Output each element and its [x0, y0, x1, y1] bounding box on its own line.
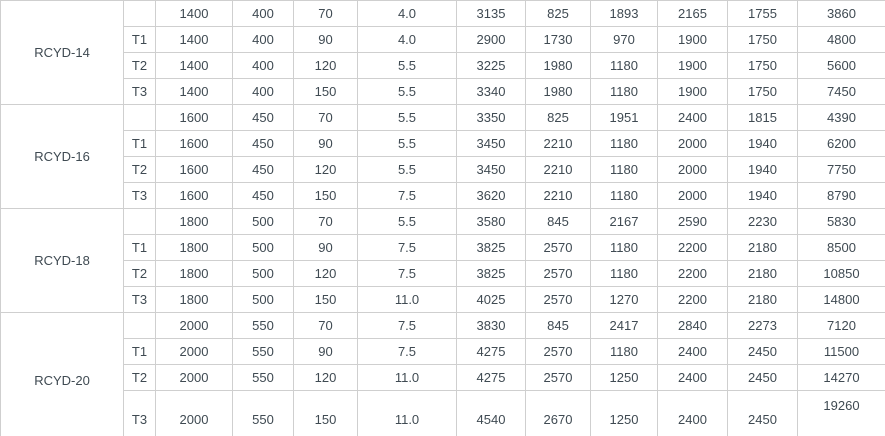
value-cell: 1600: [156, 131, 233, 157]
model-cell: RCYD-16: [1, 105, 124, 209]
table-row: [1, 365, 885, 391]
value-cell: 400: [233, 27, 294, 53]
value-cell: 19260: [798, 391, 885, 436]
value-cell: 2400: [658, 365, 728, 391]
value-cell: 3225: [457, 53, 526, 79]
value-cell: 8790: [798, 183, 885, 209]
value-cell: 5.5: [358, 157, 457, 183]
value-cell: 1900: [658, 27, 728, 53]
value-cell: 3135: [457, 1, 526, 27]
table-row: [1, 1, 885, 27]
table-row: [1, 209, 885, 235]
table-row: [1, 157, 885, 183]
value-cell: 7.5: [358, 261, 457, 287]
value-cell: 2200: [658, 235, 728, 261]
value-cell: 2180: [728, 261, 798, 287]
value-cell: 3450: [457, 157, 526, 183]
value-cell: 1400: [156, 27, 233, 53]
variant-cell: T1: [124, 235, 156, 261]
value-cell: 1180: [591, 235, 658, 261]
value-cell: 2840: [658, 313, 728, 339]
value-cell: 2000: [156, 391, 233, 436]
value-cell: 845: [526, 313, 591, 339]
value-cell: 70: [294, 105, 358, 131]
value-cell: 1400: [156, 53, 233, 79]
value-cell: 2200: [658, 287, 728, 313]
variant-cell: T3: [124, 183, 156, 209]
value-cell: 5600: [798, 53, 885, 79]
value-cell: 4800: [798, 27, 885, 53]
variant-cell: T2: [124, 53, 156, 79]
value-cell: 1980: [526, 79, 591, 105]
value-cell: 14270: [798, 365, 885, 391]
value-cell: 2570: [526, 261, 591, 287]
value-cell: 2000: [156, 313, 233, 339]
value-cell: 7.5: [358, 339, 457, 365]
value-cell: 11500: [798, 339, 885, 365]
value-cell: 2670: [526, 391, 591, 436]
value-cell: 2000: [658, 157, 728, 183]
value-cell: 4390: [798, 105, 885, 131]
value-cell: 1755: [728, 1, 798, 27]
value-cell: 10850: [798, 261, 885, 287]
value-cell: 2210: [526, 157, 591, 183]
variant-cell: T3: [124, 79, 156, 105]
variant-cell: T1: [124, 27, 156, 53]
model-cell: RCYD-14: [1, 1, 124, 105]
value-cell: 845: [526, 209, 591, 235]
value-cell: 90: [294, 339, 358, 365]
value-cell: 120: [294, 261, 358, 287]
value-cell: 2400: [658, 391, 728, 436]
value-cell: 2450: [728, 365, 798, 391]
value-cell: 120: [294, 365, 358, 391]
value-cell: 90: [294, 131, 358, 157]
value-cell: 3825: [457, 261, 526, 287]
value-cell: 1180: [591, 53, 658, 79]
value-cell: 1180: [591, 79, 658, 105]
value-cell: 450: [233, 183, 294, 209]
value-cell: 1750: [728, 27, 798, 53]
value-cell: 7.5: [358, 235, 457, 261]
value-cell: 2167: [591, 209, 658, 235]
value-cell: 2450: [728, 339, 798, 365]
value-cell: 1800: [156, 287, 233, 313]
variant-cell: T2: [124, 261, 156, 287]
value-cell: 1180: [591, 261, 658, 287]
value-cell: 3450: [457, 131, 526, 157]
value-cell: 7.5: [358, 313, 457, 339]
value-cell: 2230: [728, 209, 798, 235]
value-cell: 1815: [728, 105, 798, 131]
value-cell: 400: [233, 53, 294, 79]
value-cell: 150: [294, 287, 358, 313]
value-cell: 1800: [156, 261, 233, 287]
value-cell: 500: [233, 209, 294, 235]
value-cell: 2900: [457, 27, 526, 53]
spec-table-body: [1, 1, 885, 436]
value-cell: 500: [233, 287, 294, 313]
value-cell: 1940: [728, 157, 798, 183]
value-cell: 2417: [591, 313, 658, 339]
model-cell: RCYD-20: [1, 313, 124, 436]
value-cell: 2210: [526, 183, 591, 209]
value-cell: 1730: [526, 27, 591, 53]
value-cell: 3825: [457, 235, 526, 261]
value-cell: 1980: [526, 53, 591, 79]
value-cell: 2000: [658, 183, 728, 209]
value-cell: 4275: [457, 365, 526, 391]
value-cell: 1900: [658, 79, 728, 105]
value-cell: 70: [294, 1, 358, 27]
value-cell: 2000: [156, 339, 233, 365]
variant-cell: T1: [124, 339, 156, 365]
variant-cell: [124, 313, 156, 339]
value-cell: 150: [294, 183, 358, 209]
value-cell: 11.0: [358, 287, 457, 313]
value-cell: 150: [294, 79, 358, 105]
value-cell: 1400: [156, 79, 233, 105]
value-cell: 1250: [591, 365, 658, 391]
variant-cell: T3: [124, 287, 156, 313]
value-cell: 970: [591, 27, 658, 53]
value-cell: 2000: [658, 131, 728, 157]
table-row: [1, 339, 885, 365]
value-cell: 1400: [156, 1, 233, 27]
value-cell: 550: [233, 339, 294, 365]
variant-cell: T3: [124, 391, 156, 436]
value-cell: 1600: [156, 183, 233, 209]
value-cell: 1940: [728, 131, 798, 157]
value-cell: 1800: [156, 235, 233, 261]
value-cell: 1180: [591, 339, 658, 365]
variant-cell: T1: [124, 131, 156, 157]
value-cell: 550: [233, 391, 294, 436]
value-cell: 2450: [728, 391, 798, 436]
value-cell: 450: [233, 105, 294, 131]
value-cell: 500: [233, 261, 294, 287]
value-cell: 2000: [156, 365, 233, 391]
value-cell: 14800: [798, 287, 885, 313]
table-row: [1, 235, 885, 261]
value-cell: 2273: [728, 313, 798, 339]
value-cell: 5.5: [358, 209, 457, 235]
value-cell: 150: [294, 391, 358, 436]
value-cell: 5830: [798, 209, 885, 235]
value-cell: 2400: [658, 105, 728, 131]
value-cell: 5.5: [358, 105, 457, 131]
value-cell: 1750: [728, 53, 798, 79]
value-cell: 3860: [798, 1, 885, 27]
value-cell: 3350: [457, 105, 526, 131]
value-cell: 2570: [526, 339, 591, 365]
value-cell: 8500: [798, 235, 885, 261]
value-cell: 825: [526, 1, 591, 27]
table-row: [1, 287, 885, 313]
value-cell: 1180: [591, 131, 658, 157]
value-cell: 2570: [526, 287, 591, 313]
value-cell: 1180: [591, 157, 658, 183]
value-cell: 500: [233, 235, 294, 261]
value-cell: 1940: [728, 183, 798, 209]
value-cell: 1600: [156, 105, 233, 131]
value-cell: 3340: [457, 79, 526, 105]
table-row: [1, 79, 885, 105]
value-cell: 70: [294, 313, 358, 339]
variant-cell: T2: [124, 365, 156, 391]
value-cell: 1900: [658, 53, 728, 79]
value-cell: 7120: [798, 313, 885, 339]
table-row: [1, 105, 885, 131]
value-cell: 2180: [728, 287, 798, 313]
value-cell: 450: [233, 131, 294, 157]
value-cell: 7450: [798, 79, 885, 105]
value-cell: 90: [294, 27, 358, 53]
value-cell: 7750: [798, 157, 885, 183]
value-cell: 825: [526, 105, 591, 131]
value-cell: 3830: [457, 313, 526, 339]
value-cell: 90: [294, 235, 358, 261]
value-cell: 70: [294, 209, 358, 235]
value-cell: 2210: [526, 131, 591, 157]
value-cell: 6200: [798, 131, 885, 157]
value-cell: 4.0: [358, 27, 457, 53]
value-cell: 1800: [156, 209, 233, 235]
value-cell: 2590: [658, 209, 728, 235]
value-cell: 11.0: [358, 365, 457, 391]
table-row: [1, 313, 885, 339]
value-cell: 2570: [526, 365, 591, 391]
value-cell: 1250: [591, 391, 658, 436]
value-cell: 7.5: [358, 183, 457, 209]
value-cell: 2400: [658, 339, 728, 365]
table-row: [1, 183, 885, 209]
table-row: [1, 53, 885, 79]
value-cell: 550: [233, 365, 294, 391]
value-cell: 1270: [591, 287, 658, 313]
value-cell: 4540: [457, 391, 526, 436]
value-cell: 120: [294, 53, 358, 79]
value-cell: 2180: [728, 235, 798, 261]
model-cell: RCYD-18: [1, 209, 124, 313]
variant-cell: [124, 209, 156, 235]
value-cell: 4025: [457, 287, 526, 313]
table-row: [1, 391, 885, 436]
value-cell: 450: [233, 157, 294, 183]
value-cell: 3620: [457, 183, 526, 209]
value-cell: 1893: [591, 1, 658, 27]
value-cell: 2570: [526, 235, 591, 261]
value-cell: 4275: [457, 339, 526, 365]
value-cell: 5.5: [358, 131, 457, 157]
value-cell: 2200: [658, 261, 728, 287]
value-cell: 550: [233, 313, 294, 339]
value-cell: 120: [294, 157, 358, 183]
value-cell: 1750: [728, 79, 798, 105]
value-cell: 5.5: [358, 53, 457, 79]
table-row: [1, 27, 885, 53]
table-row: [1, 261, 885, 287]
value-cell: 2165: [658, 1, 728, 27]
value-cell: 1180: [591, 183, 658, 209]
value-cell: 11.0: [358, 391, 457, 436]
value-cell: 1600: [156, 157, 233, 183]
value-cell: 400: [233, 79, 294, 105]
variant-cell: [124, 1, 156, 27]
table-row: [1, 131, 885, 157]
value-cell: 400: [233, 1, 294, 27]
variant-cell: [124, 105, 156, 131]
value-cell: 4.0: [358, 1, 457, 27]
value-cell: 1951: [591, 105, 658, 131]
value-cell: 3580: [457, 209, 526, 235]
value-cell: 5.5: [358, 79, 457, 105]
variant-cell: T2: [124, 157, 156, 183]
